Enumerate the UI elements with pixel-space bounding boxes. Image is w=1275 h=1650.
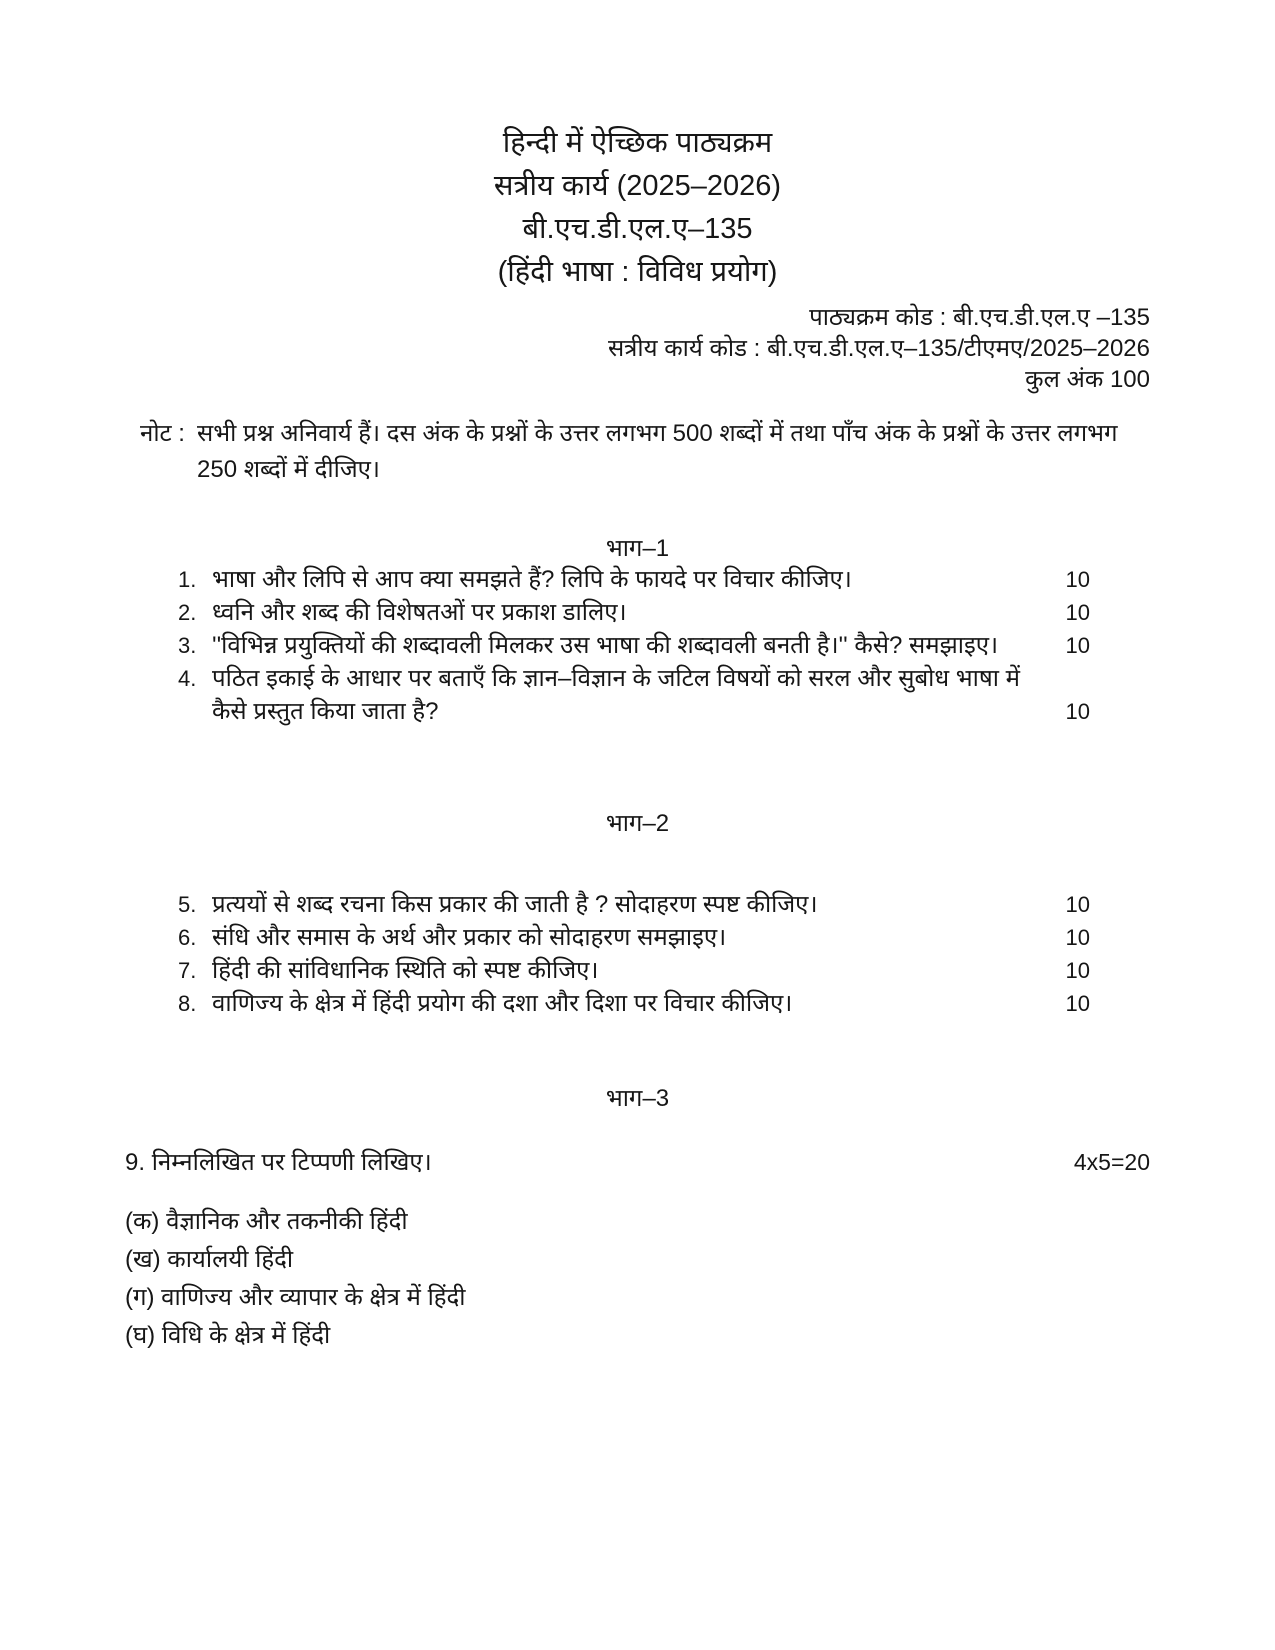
question-text: हिंदी की सांविधानिक स्थिति को स्पष्ट कीजिए। [212, 957, 599, 984]
question-number: 6. [178, 925, 197, 950]
question-number: 2. [178, 600, 197, 625]
total-marks: कुल अंक 100 [1025, 366, 1150, 393]
question-row [178, 888, 1090, 921]
question-text: निम्नलिखित पर टिप्पणी लिखिए। [151, 1149, 432, 1176]
title-block [0, 122, 1275, 294]
note-label: नोट : [140, 420, 185, 447]
question-row [178, 987, 1090, 1020]
question-marks: 10 [1065, 925, 1090, 950]
question-row [178, 629, 1090, 662]
question-number: 8. [178, 991, 197, 1016]
question-number: 3. [178, 633, 197, 658]
question-marks: 10 [1065, 958, 1090, 983]
subitem-gha: (घ) विधि के क्षेत्र में हिंदी [125, 1322, 331, 1349]
question-text: ''विभिन्न प्रयुक्तियों की शब्दावली मिलकर उस भाषा की शब्दावली बनती है।'' कैसे? समझाइए। [212, 632, 999, 659]
question-number: 5. [178, 892, 197, 917]
section-heading-part1: भाग–1 [605, 535, 670, 562]
question-9-text [125, 1146, 1040, 1179]
question-text: ध्वनि और शब्द की विशेषतओं पर प्रकाश डालिए। [212, 599, 627, 626]
meta-block [608, 302, 1150, 395]
question-marks: 10 [1065, 633, 1090, 658]
section-heading-part3: भाग–3 [605, 1085, 670, 1112]
question-9-row [125, 1146, 1150, 1179]
question-text: संधि और समास के अर्थ और प्रकार को सोदाहरण समझाइए। [212, 924, 727, 951]
subitem-kha: (ख) कार्यालयी हिंदी [125, 1246, 294, 1273]
question-number: 1. [178, 567, 197, 592]
subitem-ga: (ग) वाणिज्य और व्यापार के क्षेत्र में हिंदी [125, 1284, 466, 1311]
note-text: सभी प्रश्न अनिवार्य हैं। दस अंक के प्रश्नों के उत्तर लगभग 500 शब्दों में तथा पाँच अंक के प्रश्नों के उत्तर लगभग 250 शब्दों में दीजिए। [197, 420, 1118, 483]
assignment-code: सत्रीय कार्य कोड : बी.एच.डी.एल.ए–135/टीएमए/2025–2026 [607, 335, 1150, 362]
question-marks: 10 [1065, 600, 1090, 625]
question-number: 9. [125, 1149, 146, 1176]
doc-title-line-3: बी.एच.डी.एल.ए–135 [522, 213, 753, 245]
question-row [178, 596, 1090, 629]
question-marks: 10 [1065, 699, 1090, 724]
question-text: भाषा और लिपि से आप क्या समझते हैं? लिपि के फायदे पर विचार कीजिए। [212, 566, 852, 593]
question-marks: 4x5=20 [1073, 1149, 1150, 1175]
course-code: पाठ्यक्रम कोड : बी.एच.डी.एल.ए –135 [809, 304, 1150, 331]
question-row [178, 662, 1090, 728]
section-heading-part2: भाग–2 [605, 810, 670, 837]
question-row [178, 921, 1090, 954]
question-number: 4. [178, 666, 197, 691]
question-list-part2 [178, 888, 1090, 1020]
question-text: पठित इकाई के आधार पर बताएँ कि ज्ञान–विज्ञान के जटिल विषयों को सरल और सुबोध भाषा में कैसे प्रस्तुत किया जाता है? [212, 665, 1020, 725]
doc-title-line-2: सत्रीय कार्य (2025–2026) [493, 170, 782, 202]
question-marks: 10 [1065, 567, 1090, 592]
question-marks: 10 [1065, 991, 1090, 1016]
question-list-part1 [178, 563, 1090, 728]
subitem-ka: (क) वैज्ञानिक और तकनीकी हिंदी [125, 1208, 408, 1235]
question-marks: 10 [1065, 892, 1090, 917]
subitem-list [125, 1203, 1150, 1355]
question-row [178, 563, 1090, 596]
question-text: प्रत्ययों से शब्द रचना किस प्रकार की जाती है ? सोदाहरण स्पष्ट कीजिए। [212, 891, 818, 918]
question-text: वाणिज्य के क्षेत्र में हिंदी प्रयोग की दशा और दिशा पर विचार कीजिए। [212, 990, 793, 1017]
doc-title-line-1: हिन्दी में ऐच्छिक पाठ्यक्रम [502, 127, 773, 159]
question-row [178, 954, 1090, 987]
note-block [140, 416, 1152, 488]
doc-title-line-4: (हिंदी भाषा : विविध प्रयोग) [497, 256, 778, 288]
question-number: 7. [178, 958, 197, 983]
